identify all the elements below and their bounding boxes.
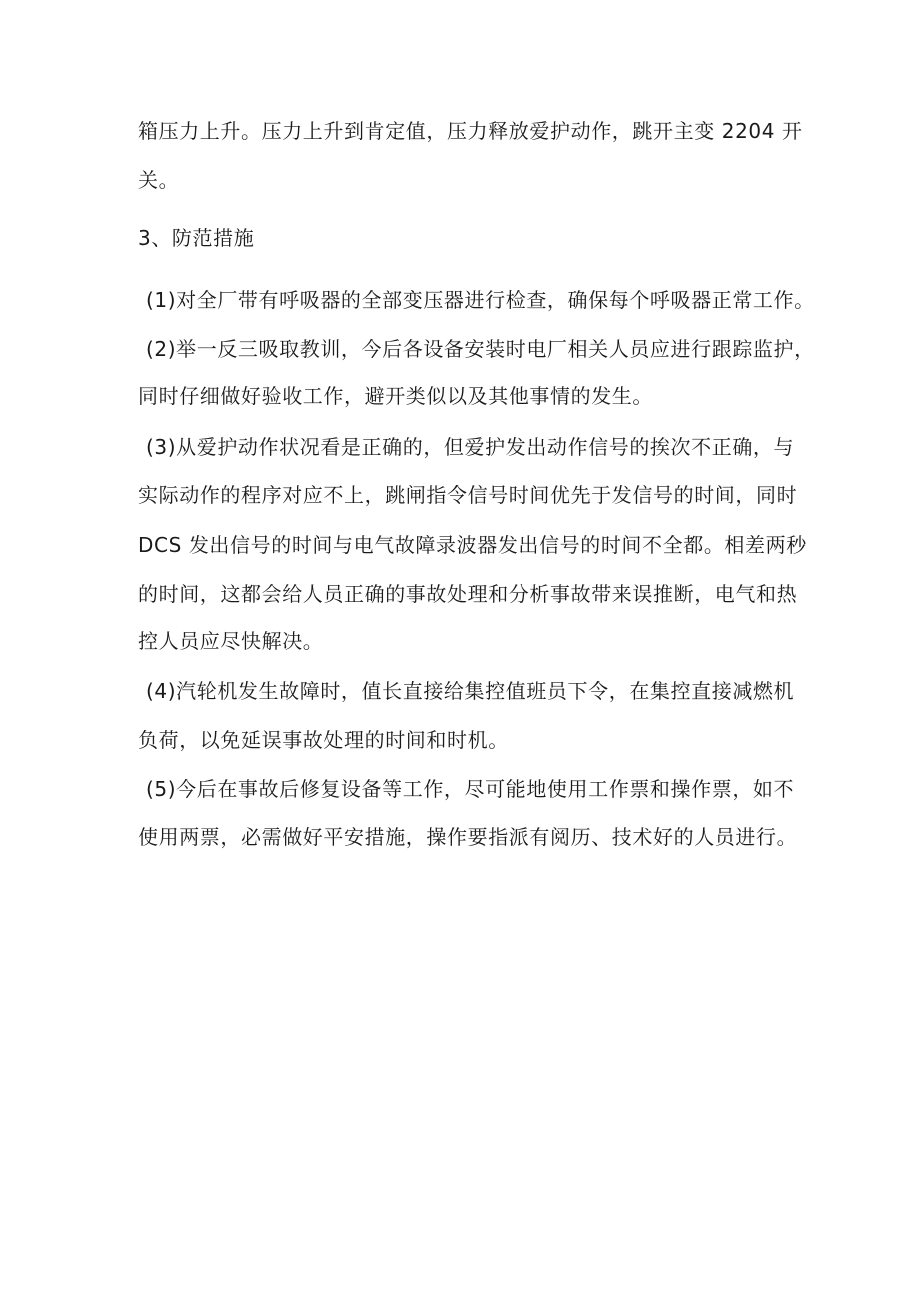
measure-5-line: 使用两票，必需做好平安措施，操作要指派有阅历、技术好的人员进行。 — [138, 825, 798, 849]
measure-3-line: 的时间，这都会给人员正确的事故处理和分析事故带来误推断，电气和热 — [138, 582, 798, 606]
measure-3-line: DCS 发出信号的时间与电气故障录波器发出信号的时间不全都。相差两秒 — [138, 533, 807, 557]
section-heading: 3、防范措施 — [138, 226, 255, 250]
body-text-line: 关。 — [138, 168, 180, 192]
measure-2-line: (2)举一反三吸取教训，今后各设备安装时电厂相关人员应进行跟踪监护， — [146, 337, 815, 361]
measure-1-line: (1)对全厂带有呼吸器的全部变压器进行检查，确保每个呼吸器正常工作。 — [146, 288, 815, 312]
measure-3-line: 控人员应尽快解决。 — [138, 629, 324, 653]
measure-4-line: 负荷，以免延误事故处理的时间和时机。 — [138, 728, 509, 752]
body-text-line: 箱压力上升。压力上升到肯定值，压力释放爱护动作，跳开主变 2204 开 — [138, 119, 803, 143]
measure-4-line: (4)汽轮机发生故障时，值长直接给集控值班员下令，在集控直接减燃机 — [146, 679, 795, 703]
measure-3-line: (3)从爱护动作状况看是正确的，但爱护发出动作信号的挨次不正确，与 — [146, 435, 795, 459]
measure-2-line: 同时仔细做好验收工作，避开类似以及其他事情的发生。 — [138, 384, 653, 408]
measure-3-line: 实际动作的程序对应不上，跳闸指令信号时间优先于发信号的时间，同时 — [138, 483, 798, 507]
measure-5-line: (5)今后在事故后修复设备等工作，尽可能地使用工作票和操作票，如不 — [146, 777, 795, 801]
